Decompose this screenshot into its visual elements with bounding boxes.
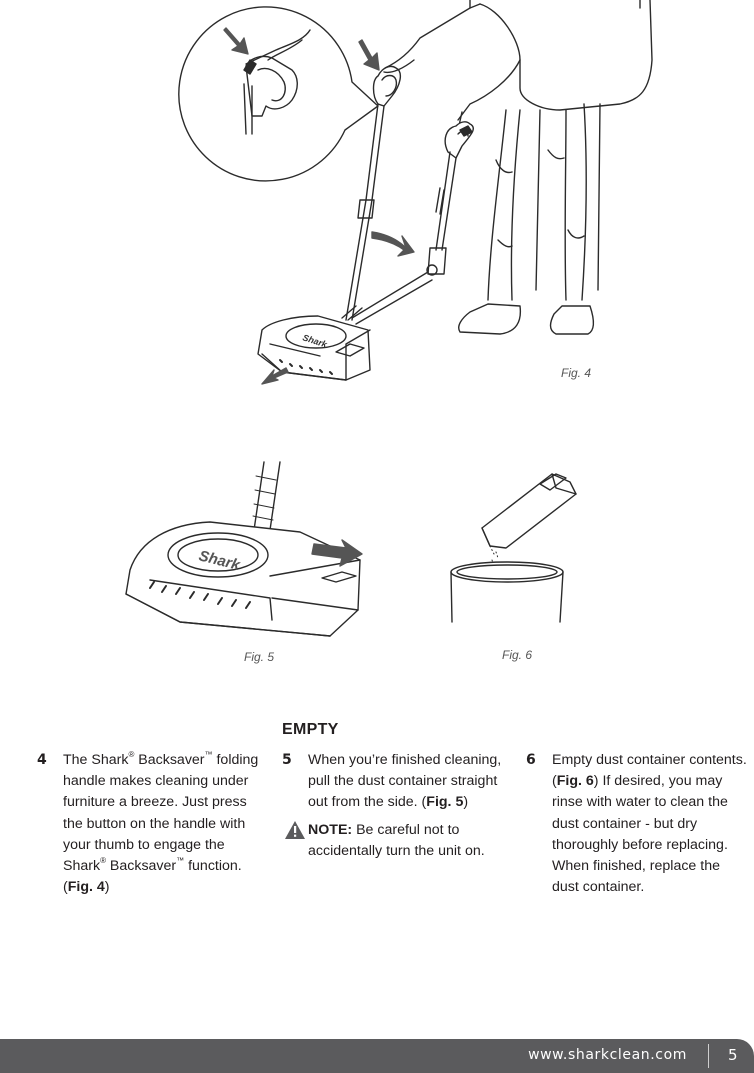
footer-website-link[interactable]: www.sharkclean.com	[528, 1047, 687, 1063]
step-5-number: 5	[282, 752, 292, 768]
fig4-illustration	[179, 0, 652, 384]
fig6-illustration	[451, 474, 576, 622]
step-4-number: 4	[37, 752, 47, 768]
fig5-illustration	[126, 462, 362, 636]
fig4-label: Fig. 4	[561, 366, 592, 380]
page-number: 5	[728, 1046, 738, 1064]
fold-arrow	[372, 232, 414, 256]
warning-icon	[284, 820, 306, 840]
step-6-number: 6	[526, 752, 536, 768]
zoom-callout-circle	[179, 7, 378, 181]
section-heading-empty: EMPTY	[282, 721, 339, 738]
fig6-label: Fig. 6	[502, 648, 533, 662]
brand-mark-fig5: Shark	[197, 547, 242, 574]
step-5-text: When you’re finished cleaning, pull the dust container straight out from the side. (Fig. 5)	[308, 752, 502, 811]
pull-arrow-fig4	[262, 368, 288, 384]
press-arrow-handle	[359, 40, 379, 70]
footer-divider	[708, 1044, 709, 1068]
brand-mark-fig4: Shark	[301, 332, 329, 350]
note-text: NOTE: Be careful not to accidentally turn the unit on.	[308, 822, 485, 860]
step-6-text: Empty dust container contents. (Fig. 6) If desired, you may rinse with water to clean the dust container - but dry thoroughly before replacing. When finished, replace the dust container.	[552, 752, 747, 896]
fig5-label: Fig. 5	[244, 650, 275, 664]
step-4-text: The Shark® Backsaver™ folding handle makes cleaning under furniture a breeze. Just press the button on the handle with your thumb to engage the Shark® Backsaver™ function. (Fig. 4)	[63, 750, 259, 896]
footer-bar	[0, 1039, 754, 1073]
folded-handle	[352, 122, 473, 324]
